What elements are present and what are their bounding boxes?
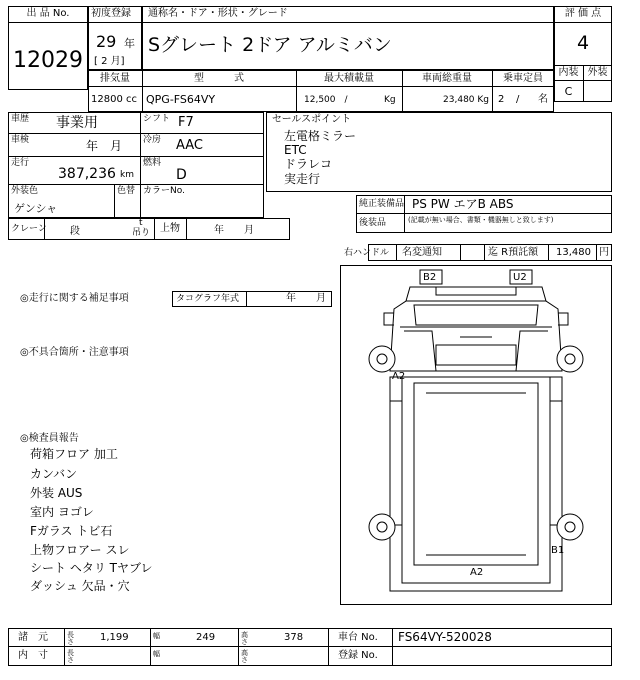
score-value: 4 (576, 32, 590, 54)
crane-ton: 吊り (132, 228, 151, 238)
inspector-item: 室内 ヨゴレ (30, 505, 94, 519)
model-code: QPG-FS64VY (146, 93, 216, 106)
mileage-note-label: ◎走行に関する補足事項 (20, 293, 129, 304)
inspector-item: 上物フロアー スレ (30, 543, 130, 557)
inspector-item: ダッシュ 欠品・穴 (30, 579, 130, 593)
length-label: 長さ (67, 631, 74, 647)
displacement-label: 排気量 (100, 73, 130, 84)
color-change-label: 色替 (117, 186, 136, 196)
capacity-sep: / (516, 94, 520, 105)
after-equip-label: 後装品 (359, 218, 387, 228)
height-label: 高さ (241, 631, 248, 647)
color-code-label: カラーNo. (143, 186, 185, 196)
damage-mark-u2: U2 (513, 272, 527, 283)
inside-width-label: 幅 (153, 650, 160, 658)
mileage-label: 走行 (11, 158, 30, 168)
reg-no-label: 登録 No. (338, 650, 378, 661)
lot-no: 12029 (13, 48, 83, 73)
ac-label: 冷房 (143, 135, 162, 145)
reg-year-unit: 年 (124, 37, 135, 50)
capacity-label: 乗車定員 (503, 73, 543, 84)
inspector-item: Fガラス トビ石 (30, 524, 113, 538)
recycle-unit: 円 (599, 247, 609, 258)
mileage-value: 387,236 (58, 166, 116, 182)
sales-point: ETC (284, 143, 307, 157)
name-change-label: 名変通知 (402, 247, 442, 258)
upper-label: 上物 (160, 223, 180, 234)
inspector-item: カンバン (30, 467, 78, 481)
footer-grid (8, 628, 612, 666)
width-value: 249 (196, 632, 216, 643)
recycle-label: 迄 R預託額 (488, 247, 539, 258)
defect-label: ◎不具合箇所・注意事項 (20, 347, 129, 358)
first-reg-label: 初度登録 (91, 8, 131, 19)
inside-height-label: 高さ (241, 649, 248, 665)
reg-year: 29 (96, 32, 117, 51)
tacho-value: 年 月 (286, 293, 326, 304)
recycle-fee: 13,480 (556, 247, 591, 258)
capacity-b: 名 (538, 94, 548, 105)
history-label: 車歴 (11, 114, 30, 124)
type-label: 型 式 (194, 73, 244, 84)
chassis-value: FS64VY-520028 (398, 630, 492, 644)
inspector-label: ◎検査員報告 (20, 433, 79, 444)
fuel-label: 燃料 (143, 158, 162, 168)
displacement: 12800 cc (91, 94, 137, 105)
history-value: 事業用 (56, 115, 98, 131)
lot-no-label: 出 品 No. (26, 8, 70, 19)
exterior-label: 外装 (587, 67, 608, 78)
tacho-label: タコグラフ年式 (176, 294, 240, 304)
damage-mark-a2-cab: A2 (392, 371, 406, 382)
handle-status: 右ハンドル (344, 248, 390, 258)
truck-outline (340, 265, 612, 605)
damage-mark-b1: B1 (551, 545, 565, 556)
upper-date: 年 月 (214, 225, 254, 236)
shift-label: シフト (143, 114, 171, 124)
inspection-value: 年 月 (86, 139, 123, 153)
vehicle-name: Sグレート 2ドア アルミバン (148, 34, 392, 56)
mileage-unit: km (120, 170, 134, 180)
chassis-label: 車台 No. (338, 632, 378, 643)
height-value: 378 (284, 632, 304, 643)
score-label: 評 価 点 (564, 8, 602, 19)
sales-label: セールスポイント (272, 114, 352, 125)
max-load-label: 最大積載量 (324, 73, 374, 84)
interior-grade: C (564, 85, 573, 98)
sales-point: 実走行 (284, 172, 321, 186)
inspector-item: 外装 AUS (30, 486, 83, 500)
reg-month: [ 2 月] (94, 56, 125, 67)
sales-point: 左電格ミラー (284, 129, 357, 143)
model-label: 通称名・ドア・形状・グレード (148, 8, 288, 19)
after-equip-note: (記載が無い場合、書類・機器無しと致します) (408, 216, 554, 224)
gross-weight: 23,480 Kg (443, 95, 489, 105)
inspection-label: 車検 (11, 135, 30, 145)
max-load-unit: Kg (384, 95, 396, 105)
gross-weight-label: 車両総重量 (422, 73, 472, 84)
max-load: 12,500 / (304, 95, 348, 105)
inside-length-label: 長さ (67, 649, 74, 665)
interior-label: 内装 (558, 67, 579, 78)
inside-dims-label: 内 寸 (18, 650, 48, 661)
damage-mark-a2-rear: A2 (470, 567, 484, 578)
std-equip-value: PS PW エアB ABS (412, 197, 514, 211)
width-label: 幅 (153, 632, 160, 640)
dims-label: 諸 元 (18, 632, 48, 643)
ext-color-label: 外装色 (11, 186, 39, 196)
inspector-item: 荷箱フロア 加工 (30, 447, 118, 461)
crane-ton-unit: t (139, 218, 143, 228)
capacity-a: 2 (498, 94, 505, 105)
fuel-value: D (176, 167, 187, 183)
ext-color-value: ゲンシャ (14, 202, 58, 215)
crane-stage: 段 (70, 226, 80, 237)
inspector-item: シート ヘタリ Tヤブレ (30, 561, 153, 575)
ac-value: AAC (176, 138, 203, 153)
std-equip-label: 純正装備品 (359, 199, 405, 209)
shift-value: F7 (178, 115, 194, 130)
sales-point: ドラレコ (284, 157, 333, 171)
crane-label: クレーン (11, 224, 47, 234)
length-value: 1,199 (100, 632, 129, 643)
damage-mark-b2: B2 (423, 272, 437, 283)
